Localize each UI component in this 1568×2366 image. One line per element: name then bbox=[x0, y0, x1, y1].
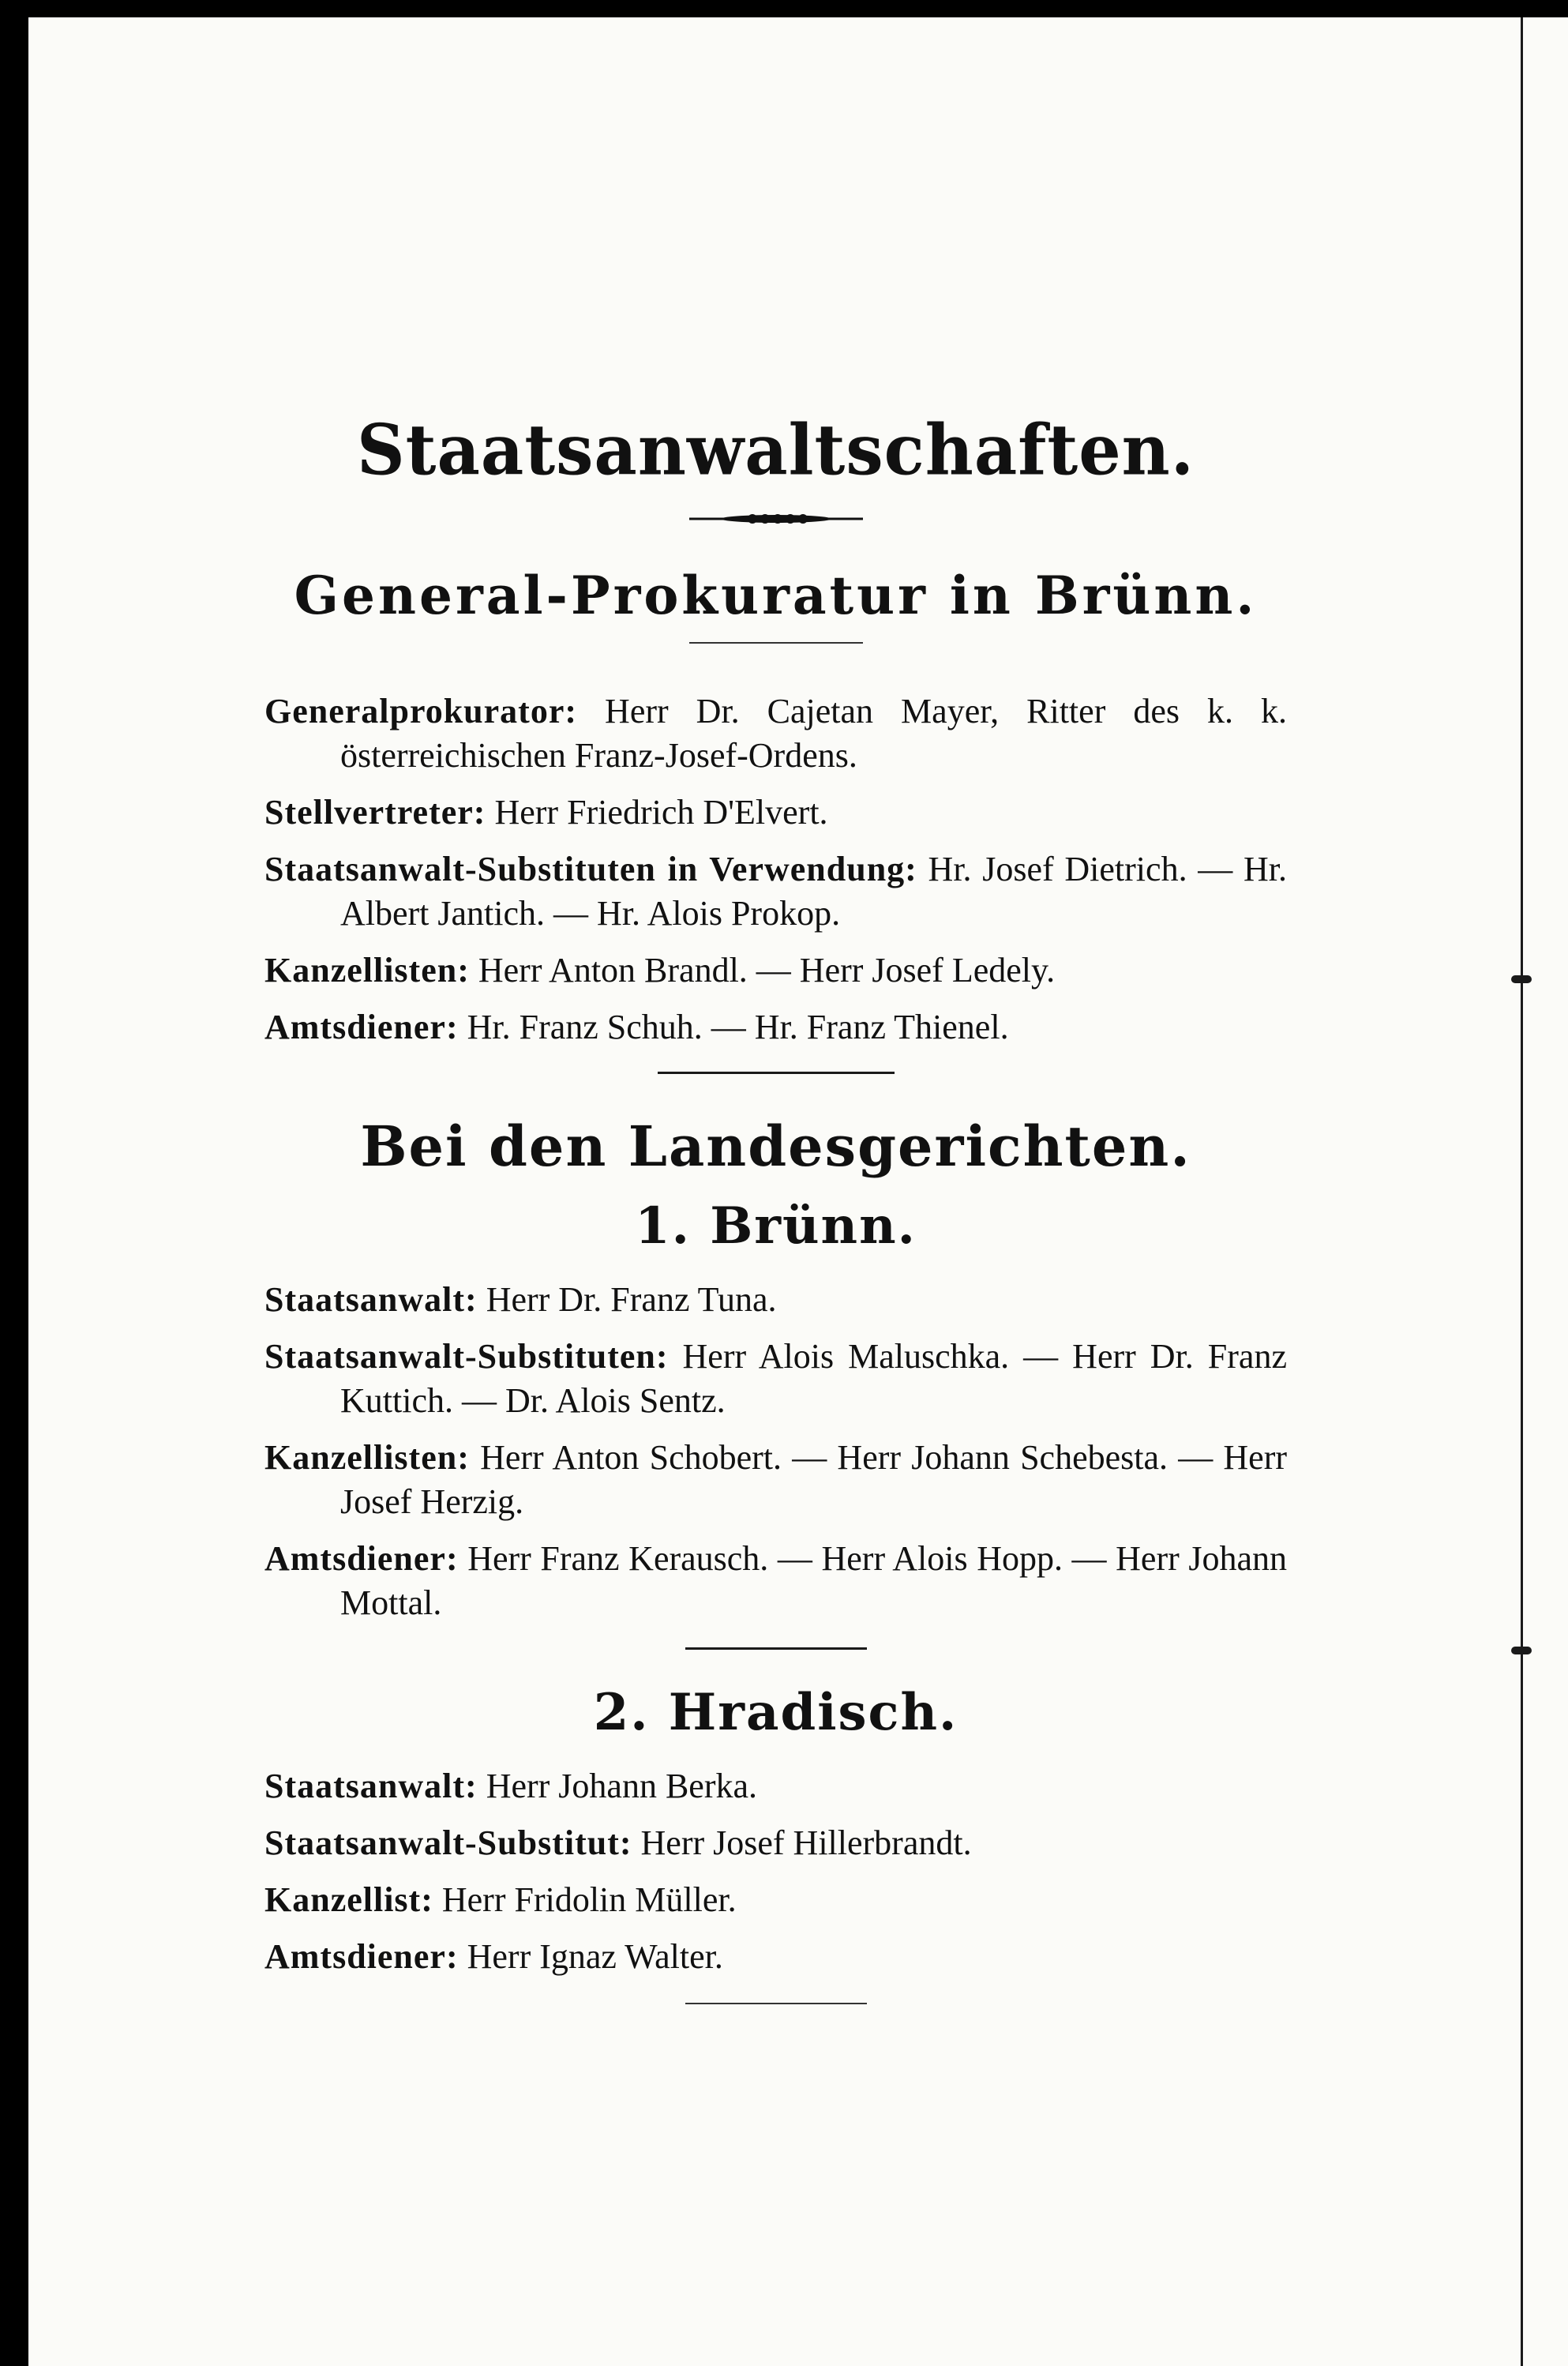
title-ornament bbox=[689, 511, 863, 527]
entry-amtsdiener: Amtsdiener: Hr. Franz Schuh. — Hr. Franz Thienel. bbox=[264, 1008, 1009, 1046]
entry-staatsanwalt: Staatsanwalt: Herr Johann Berka. bbox=[264, 1767, 758, 1805]
entry-amtsdiener: Amtsdiener: Herr Ignaz Walter. bbox=[264, 1937, 723, 1976]
entry-substitut: Staatsanwalt-Substitut: Herr Josef Hillerbrandt. bbox=[264, 1823, 972, 1862]
entry-kanzellisten: Kanzellisten: Herr Anton Brandl. — Herr Josef Ledely. bbox=[264, 951, 1056, 990]
entry-staatsanwalt: Staatsanwalt: Herr Dr. Franz Tuna. bbox=[264, 1280, 777, 1319]
entry-stellvertreter: Stellvertreter: Herr Friedrich D'Elvert. bbox=[264, 793, 828, 832]
entry-substituten: Staatsanwalt-Substituten in Verwendung: Hr. Josef Dietrich. — Hr. Albert Jantich. — Hr. Alois Prokop. bbox=[264, 850, 1287, 933]
closing-rule bbox=[685, 2003, 867, 2004]
entry-generalprokurator: Generalprokurator: Herr Dr. Cajetan Mayer, Ritter des k. k. österreichischen Franz-Josef-Ordens. bbox=[264, 692, 1288, 775]
bruenn-title: 1. Brünn. bbox=[635, 1196, 917, 1256]
hradisch-title: 2. Hradisch. bbox=[593, 1683, 958, 1742]
general-prokuratur-title: General-Prokuratur in Brünn. bbox=[294, 565, 1258, 626]
section-divider bbox=[685, 1647, 867, 1650]
section-rule bbox=[689, 642, 863, 644]
page-content bbox=[264, 408, 1288, 2004]
general-prokuratur-entries bbox=[264, 689, 1287, 1050]
entry-amtsdiener: Amtsdiener: Herr Franz Kerausch. — Herr Alois Hopp. — Herr Johann Mottal. bbox=[264, 1539, 1288, 1622]
fold-mark bbox=[1511, 1647, 1532, 1654]
page-title: Staatsanwaltschaften. bbox=[357, 408, 1195, 491]
bruenn-entries bbox=[264, 1278, 1287, 1625]
landesgerichte-title: Bei den Landesgerichten. bbox=[360, 1114, 1191, 1179]
page-fold-line bbox=[1521, 17, 1523, 2366]
entry-substituten: Staatsanwalt-Substituten: Herr Alois Maluschka. — Herr Dr. Franz Kuttich. — Dr. Alois Sentz. bbox=[264, 1337, 1287, 1420]
entry-kanzellist: Kanzellist: Herr Fridolin Müller. bbox=[264, 1880, 737, 1919]
section-divider bbox=[658, 1072, 895, 1074]
hradisch-entries bbox=[264, 1764, 1287, 1979]
fold-mark bbox=[1511, 975, 1532, 983]
entry-kanzellisten: Kanzellisten: Herr Anton Schobert. — Herr Johann Schebesta. — Herr Josef Herzig. bbox=[264, 1438, 1287, 1521]
